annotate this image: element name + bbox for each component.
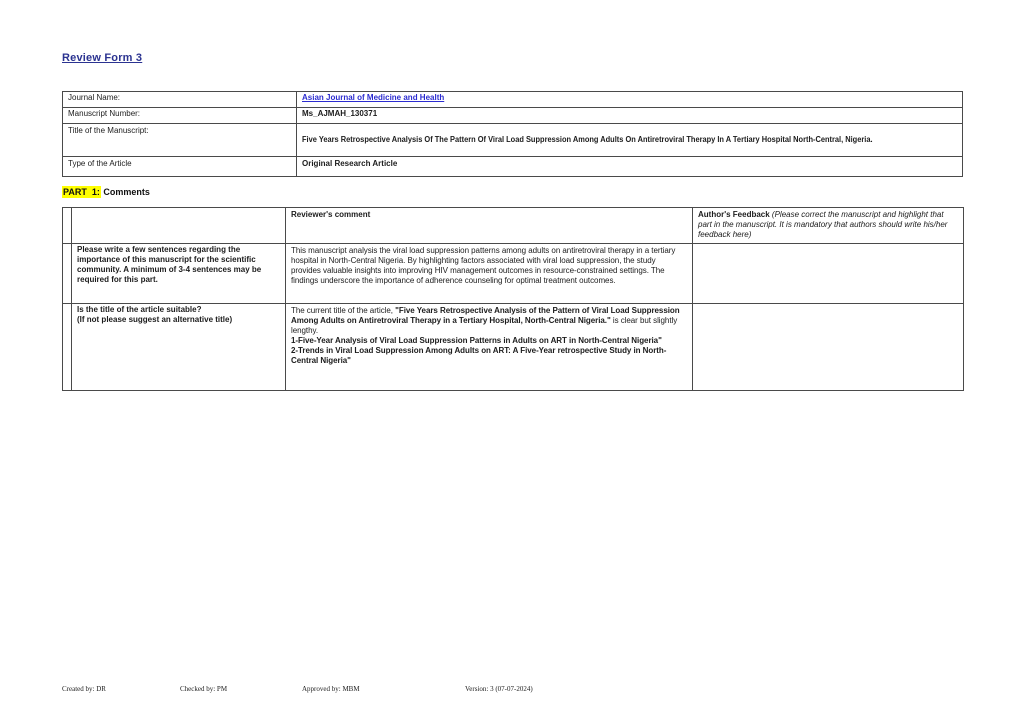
manuscript-title-label: Title of the Manuscript: [63,124,297,157]
table-row-journal-name [63,92,963,108]
title-suitability-question-line2: (If not please suggest an alternative title) [77,315,233,324]
title-suitability-author-feedback-cell [693,304,964,391]
question-header-cell [72,208,286,244]
part1-badge: PART 1: [63,187,100,197]
footer-version: Version: 3 (07-07-2024) [465,685,533,693]
author-feedback-header [693,208,964,244]
footer-checked-by: Checked by: PM [180,685,228,693]
article-type-value: Original Research Article [297,157,963,177]
footer-created-by: Created by: DR [62,685,106,693]
journal-name-label: Journal Name: [63,92,297,108]
comments-row-title-suitability [63,304,964,391]
alternative-title-2: 2-Trends in Viral Load Suppression Among Adults on ART: A Five-Year retrospective Study in North-Central Nigeria" [291,346,667,365]
comments-table [62,207,964,391]
spacer-cell [63,244,72,304]
part1-heading [62,187,150,197]
comment-intro: The current title of the article, [291,306,396,315]
article-type-label: Type of the Article [63,157,297,177]
manuscript-title-cell [297,124,963,157]
quoted-title: "Five Years Retrospective Analysis of the Pattern of Viral Load Suppression Among Adults on Antiretroviral Therapy in a Tertiary Hospital, North-Central Nigeria." [291,306,680,325]
title-suitability-question [72,304,286,391]
author-feedback-label: Author's Feedback [698,210,772,219]
title-suitability-question-line1: Is the title of the article suitable? [77,305,202,314]
manuscript-number-label: Manuscript Number: [63,108,297,124]
title-suitability-reviewer-comment [286,304,693,391]
table-row-manuscript-number [63,108,963,124]
author-feedback-note: (Please correct the manuscript and highlight that part in the manuscript. It is mandatory that authors should write his/her feedback here) [698,210,948,239]
footer-approved-by: Approved by: MBM [302,685,360,693]
importance-question: Please write a few sentences regarding the importance of this manuscript for the scientific community. A minimum of 3-4 sentences may be required for this part. [72,244,286,304]
table-row-manuscript-title [63,124,963,157]
table-row-article-type [63,157,963,177]
manuscript-title-value: Five Years Retrospective Analysis Of The Pattern Of Viral Load Suppression Among Adults On Antiretroviral Therapy In A Tertiary Hospital North-Central, Nigeria. [302,135,873,144]
comments-row-importance [63,244,964,304]
part1-heading-label: Comments [100,187,150,197]
journal-name-cell [297,92,963,108]
importance-author-feedback-cell [693,244,964,304]
manuscript-number-value: Ms_AJMAH_130371 [297,108,963,124]
alternative-title-1: 1-Five-Year Analysis of Viral Load Suppression Patterns in Adults on ART in North-Central Nigeria" [291,336,662,345]
document-footer [62,685,962,697]
spacer-cell [63,304,72,391]
spacer-cell [63,208,72,244]
importance-reviewer-comment: This manuscript analysis the viral load suppression patterns among adults on antiretroviral therapy in a tertiary hospital in North-Central Nigeria. By highlighting factors associated with viral load suppression, the study provides valuable insights into improving HIV management outcomes in resource-constrained settings. The findings underscore the importance of adherence counseling for optimal treatment outcomes. [286,244,693,304]
comment-after: is clear but slightly lengthy. [291,316,678,335]
comments-header-row [63,208,964,244]
reviewer-comment-header: Reviewer's comment [286,208,693,244]
journal-name-link[interactable]: Asian Journal of Medicine and Health [302,93,445,102]
manuscript-info-table [62,91,963,177]
page-title: Review Form 3 [62,52,143,64]
